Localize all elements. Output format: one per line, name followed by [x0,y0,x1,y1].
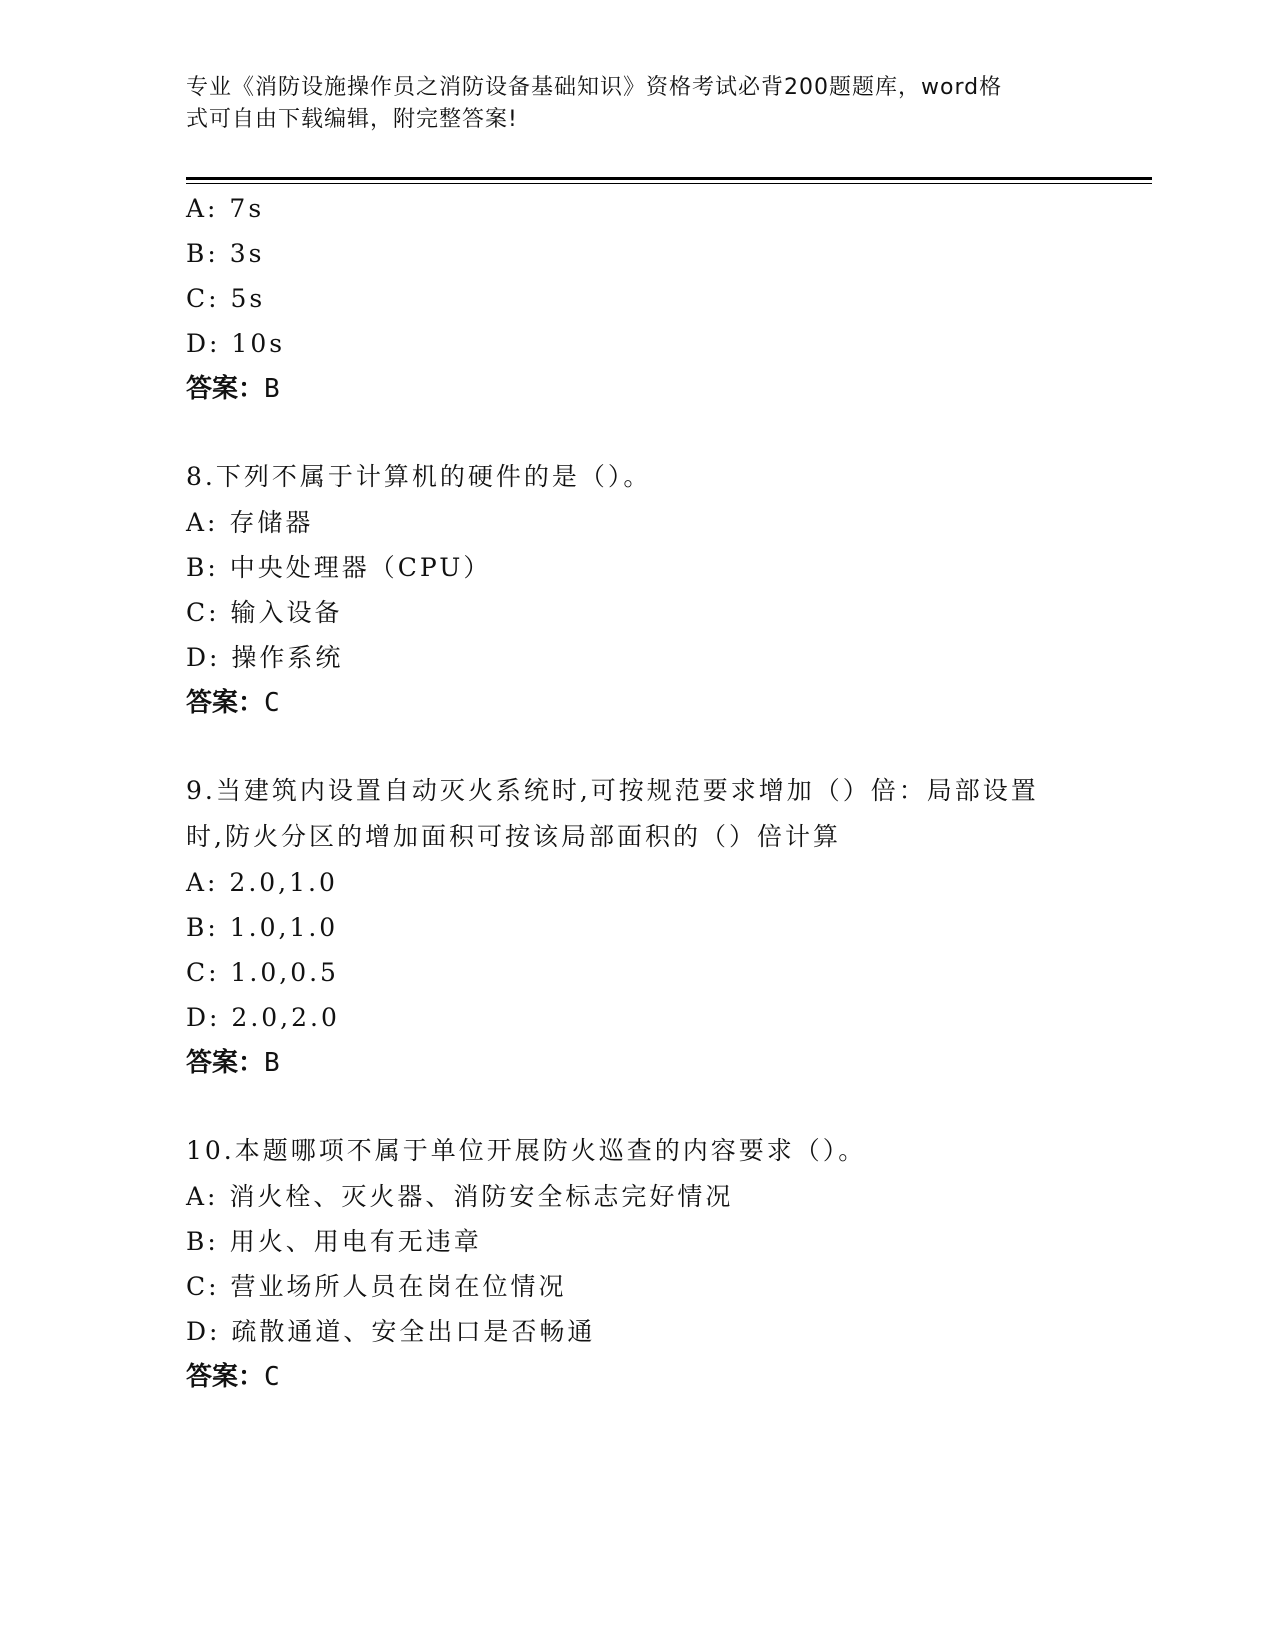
q8-option-b: B: 中央处理器（CPU） [186,553,492,582]
answer-label: 答案： [186,688,265,718]
answer-label: 答案： [186,1362,265,1392]
q7-option-a: A: 7s [186,194,265,223]
q8-option-d: D: 操作系统 [186,643,344,672]
q8-option-a: A: 存储器 [186,508,314,537]
q10-answer [186,1360,280,1394]
answer-value: B [264,1048,280,1078]
answer-value: B [264,374,280,404]
q7-option-b: B: 3s [186,239,265,268]
q8-option-c: C: 输入设备 [186,598,343,627]
answer-value: C [264,688,280,718]
q7-answer [186,372,280,406]
q10-option-b: B: 用火、用电有无违章 [186,1227,482,1256]
q8-answer [186,686,280,720]
q9-option-b: B: 1.0,1.0 [186,913,339,942]
q10-question: 10.本题哪项不属于单位开展防火巡查的内容要求（）。 [186,1136,867,1165]
q8-question: 8.下列不属于计算机的硬件的是（）。 [186,462,652,491]
answer-label: 答案： [186,374,265,404]
header-rule-thick [186,177,1152,180]
q9-option-c: C: 1.0,0.5 [186,958,339,987]
q7-option-c: C: 5s [186,284,266,313]
header-line-1: 专业《消防设施操作员之消防设备基础知识》资格考试必背200题题库，word格 [186,75,1003,100]
q9-question-line-1: 9.当建筑内设置自动灭火系统时,可按规范要求增加（）倍：局部设置 [186,776,1039,805]
answer-value: C [264,1362,280,1392]
header-rule-thin [186,183,1152,184]
q10-option-d: D: 疏散通道、安全出口是否畅通 [186,1317,596,1346]
q9-question-line-2: 时,防火分区的增加面积可按该局部面积的（）倍计算 [186,822,841,851]
q9-option-d: D: 2.0,2.0 [186,1003,340,1032]
q7-option-d: D: 10s [186,329,286,358]
document-header [186,72,1066,136]
q10-option-a: A: 消火栓、灭火器、消防安全标志完好情况 [186,1182,734,1211]
q9-answer [186,1046,280,1080]
header-line-2: 式可自由下载编辑，附完整答案! [186,107,518,132]
q10-option-c: C: 营业场所人员在岗在位情况 [186,1272,567,1301]
answer-label: 答案： [186,1048,265,1078]
q9-option-a: A: 2.0,1.0 [186,868,338,897]
